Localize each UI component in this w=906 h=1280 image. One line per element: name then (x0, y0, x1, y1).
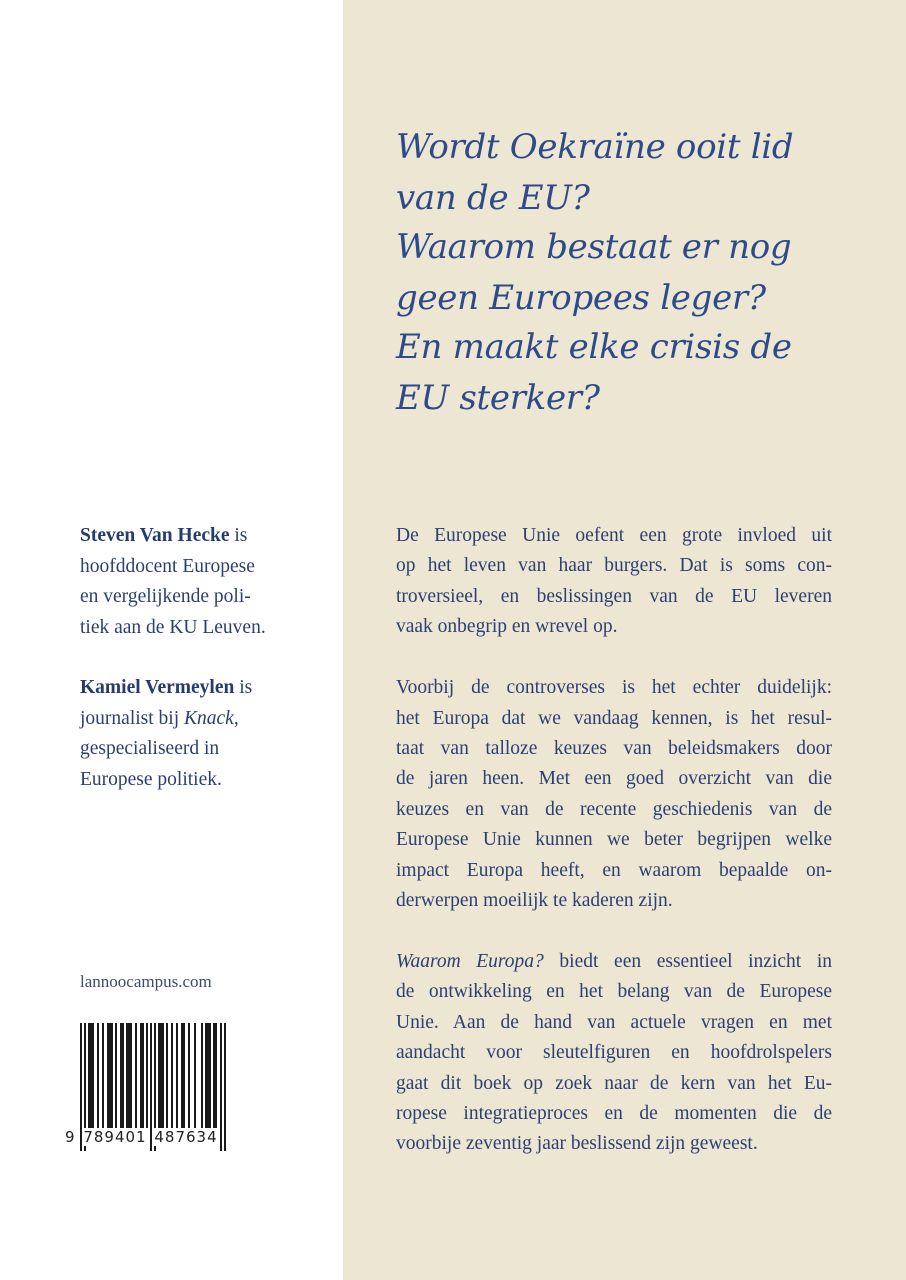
bio-text: journalist bij (80, 707, 184, 729)
bio-text: is (234, 525, 248, 546)
blurb-line: aandacht voor sleutelfiguren en hoofdrolspelers (396, 1042, 832, 1064)
blurb-line: gaat dit boek op zoek naar de kern van het Eu- (396, 1072, 832, 1094)
isbn-number (64, 1128, 219, 1146)
cover-questions (396, 122, 836, 422)
blurb-line: taat van talloze keuzes van beleidsmakers door (396, 737, 832, 759)
blurb-line: Europese Unie kunnen we beter begrijpen welke (396, 829, 832, 851)
question-1-line-2: van de EU? (396, 178, 590, 218)
bio-text: , (233, 707, 239, 729)
blurb-line: ropese integratieproces en de momenten die de (396, 1102, 832, 1124)
publication-name: Knack (184, 707, 234, 729)
question-3-line-2: EU sterker? (396, 378, 600, 418)
question-3 (396, 322, 836, 424)
blurb-line: troversieel, en beslissingen van de EU leveren (396, 585, 832, 607)
author-name: Kamiel Vermeylen (80, 677, 235, 698)
author-bio-1 (80, 521, 340, 643)
isbn-group-1: 789401 (83, 1128, 147, 1146)
blurb-line: de jaren heen. Met een goed overzicht van die (396, 768, 832, 790)
author-bio-2 (80, 673, 340, 795)
bio-text: tiek aan de KU Leuven. (80, 616, 266, 638)
blurb-paragraph-1 (396, 521, 832, 643)
blurb-line: Voorbij de controverses is het echter duidelijk: (396, 677, 832, 699)
author-name: Steven Van Hecke (80, 525, 230, 546)
blurb-text: biedt een essentieel inzicht in (543, 950, 832, 972)
blurb-line: voorbije zeventig jaar beslissend zijn geweest. (396, 1133, 758, 1155)
question-2-line-2: geen Europees leger? (396, 278, 766, 318)
question-1-line-1: Wordt Oekraïne ooit lid (396, 127, 794, 167)
publisher-website[interactable]: lannoocampus.com (80, 972, 212, 991)
blurb-line: De Europese Unie oefent een grote invloed uit (396, 525, 832, 546)
blurb (396, 521, 832, 1190)
question-2-line-1: Waarom bestaat er nog (396, 227, 792, 267)
blurb-line: op het leven van haar burgers. Dat is soms con- (396, 555, 832, 577)
question-3-line-1: En maakt elke crisis de (396, 327, 792, 367)
blurb-paragraph-2 (396, 673, 832, 916)
blurb-line: de ontwikkeling en het belang van de Europese (396, 981, 832, 1003)
question-2 (396, 222, 836, 324)
question-1 (396, 122, 836, 224)
blurb-line: Unie. Aan de hand van actuele vragen en met (396, 1011, 832, 1033)
author-bios (80, 521, 340, 825)
blurb-line: het Europa dat we vandaag kennen, is het resul- (396, 707, 832, 729)
bio-text: hoofddocent Europese (80, 555, 255, 577)
blurb-line: vaak onbegrip en wrevel op. (396, 616, 618, 638)
bio-text: en vergelijkende poli- (80, 586, 251, 607)
blurb-line: impact Europa heeft, en waarom bepaalde on- (396, 859, 832, 881)
isbn-group-2: 487634 (154, 1128, 218, 1146)
blurb-line (396, 947, 832, 977)
bio-text: is (239, 677, 253, 698)
bio-text: gespecialiseerd in (80, 738, 220, 759)
blurb-paragraph-3 (396, 947, 832, 1160)
book-title: Waarom Europa? (396, 950, 544, 972)
blurb-line: keuzes en van de recente geschiedenis van de (396, 798, 832, 820)
bio-text: Europese politiek. (80, 768, 222, 790)
isbn-first-digit: 9 (65, 1128, 76, 1146)
blurb-line: derwerpen moeilijk te kaderen zijn. (396, 889, 673, 911)
